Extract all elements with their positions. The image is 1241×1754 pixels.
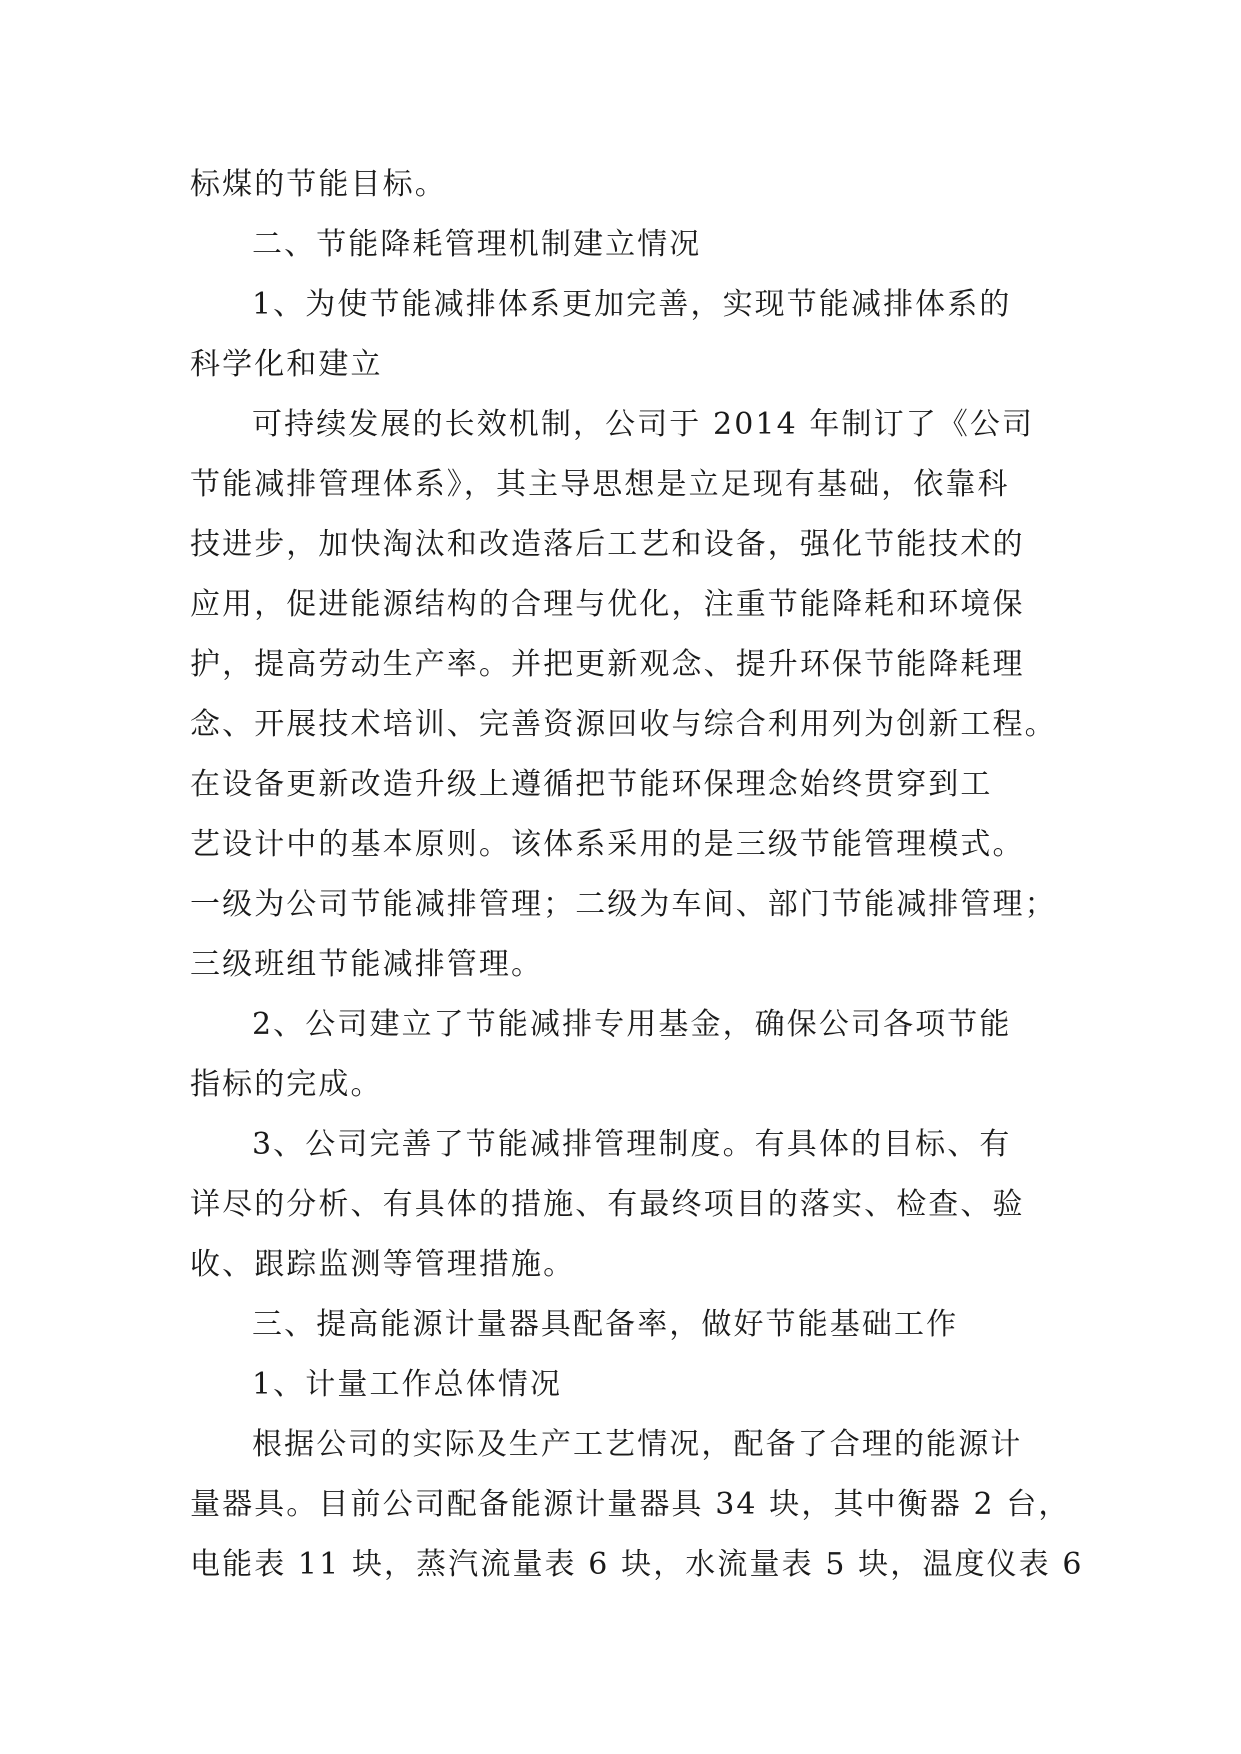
text-line: 科学化和建立	[190, 347, 383, 382]
text-line: 护，提高劳动生产率。并把更新观念、提升环保节能降耗理	[190, 647, 1025, 682]
text-line: 标煤的节能目标。	[190, 167, 447, 202]
text-line: 详尽的分析、有具体的措施、有最终项目的落实、检查、验	[190, 1187, 1025, 1222]
text-line: 3、公司完善了节能减排管理制度。有具体的目标、有	[252, 1127, 1012, 1162]
text-line: 应用，促进能源结构的合理与优化，注重节能降耗和环境保	[190, 587, 1025, 622]
text-line: 念、开展技术培训、完善资源回收与综合利用列为创新工程。	[190, 707, 1057, 742]
text-line: 电能表 11 块，蒸汽流量表 6 块，水流量表 5 块，温度仪表 6	[190, 1547, 1084, 1582]
text-line: 在设备更新改造升级上遵循把节能环保理念始终贯穿到工	[190, 767, 993, 802]
text-line: 量器具。目前公司配备能源计量器具 34 块，其中衡器 2 台，	[190, 1487, 1071, 1522]
subsection-heading: 1、计量工作总体情况	[252, 1367, 563, 1402]
text-line: 2、公司建立了节能减排专用基金，确保公司各项节能	[252, 1007, 1012, 1042]
text-line: 一级为公司节能减排管理；二级为车间、部门节能减排管理；	[190, 887, 1057, 922]
text-line: 技进步，加快淘汰和改造落后工艺和设备，强化节能技术的	[190, 527, 1025, 562]
text-line: 可持续发展的长效机制，公司于 2014 年制订了《公司	[252, 407, 1035, 442]
text-line: 三级班组节能减排管理。	[190, 947, 544, 982]
section-heading: 二、节能降耗管理机制建立情况	[252, 227, 702, 262]
text-line: 节能减排管理体系》，其主导思想是立足现有基础，依靠科	[190, 467, 1010, 502]
text-line: 艺设计中的基本原则。该体系采用的是三级节能管理模式。	[190, 827, 1025, 862]
text-line: 1、为使节能减排体系更加完善，实现节能减排体系的	[252, 287, 1012, 322]
section-heading: 三、提高能源计量器具配备率，做好节能基础工作	[252, 1307, 959, 1342]
text-line: 收、跟踪监测等管理措施。	[190, 1247, 576, 1282]
text-line: 指标的完成。	[190, 1067, 383, 1102]
text-line: 根据公司的实际及生产工艺情况，配备了合理的能源计	[252, 1427, 1023, 1462]
